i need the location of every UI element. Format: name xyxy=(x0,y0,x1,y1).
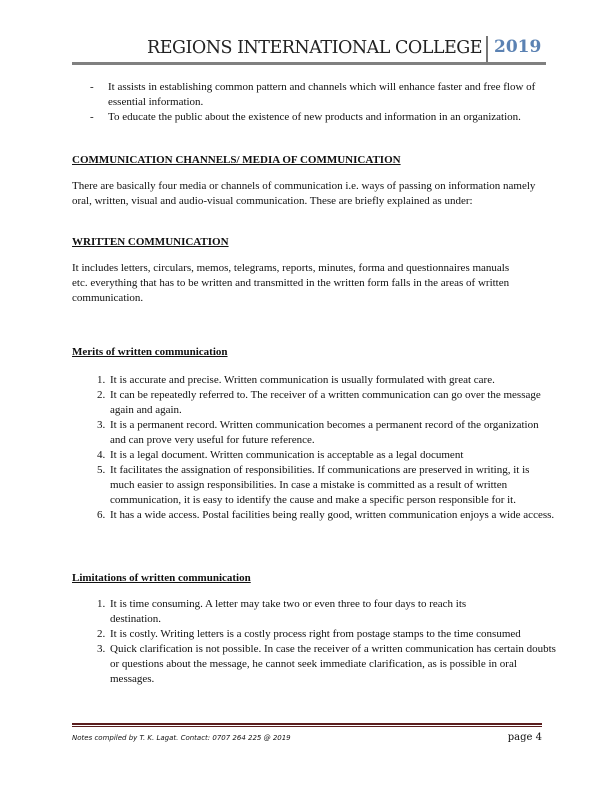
bullet-text: To educate the public about the existence of new products and information in an organization. xyxy=(108,111,521,123)
heading-written: WRITTEN COMMUNICATION xyxy=(72,236,229,248)
heading-limitations: Limitations of written communication xyxy=(72,572,251,584)
paragraph-written: It includes letters, circulars, memos, telegrams, reports, minutes, forma and questionnaires manuals etc. everything that has to be written and transmitted in the written form falls in the areas of written communication. xyxy=(72,262,510,304)
bullet-text: It assists in establishing common pattern and channels which will enhance faster and free flow of essential information. xyxy=(108,81,536,108)
header-rule xyxy=(72,62,546,65)
limitations-list xyxy=(90,597,560,687)
header-title: REGIONS INTERNATIONAL COLLEGE xyxy=(147,38,482,58)
list-item: 4. It is a legal document. Written communication is acceptable as a legal document xyxy=(108,448,560,463)
footer-note: Notes compiled by T. K. Lagat. Contact: 0707 264 225 @ 2019 xyxy=(72,734,291,742)
list-item: 1. It is accurate and precise. Written communication is usually formulated with great care. xyxy=(108,373,560,388)
list-item: 2. It is costly. Writing letters is a costly process right from postage stamps to the time consumed xyxy=(108,627,540,642)
heading-merits: Merits of written communication xyxy=(72,346,228,358)
footer-rule xyxy=(72,723,542,725)
list-item: 3. Quick clarification is not possible. In case the receiver of a written communication has certain doubts or questions about the message, he cannot seek immediate clarification, as is possible in oral messages. xyxy=(108,642,560,687)
list-item: 6. It has a wide access. Postal facilities being really good, written communication enjoys a wide access. xyxy=(108,508,560,523)
header-year: 2019 xyxy=(494,37,542,57)
footer-rule-thin xyxy=(72,726,542,727)
merits-list xyxy=(90,373,560,523)
header-divider xyxy=(486,36,488,64)
page-number: page 4 xyxy=(507,732,542,743)
list-item: 2. It can be repeatedly referred to. The receiver of a written communication can go over the message again and again. xyxy=(108,388,560,418)
list-item: 3. It is a permanent record. Written communication becomes a permanent record of the organization and can prove very useful for future reference. xyxy=(108,418,550,448)
list-item: 1. It is time consuming. A letter may take two or even three to four days to reach its destination. xyxy=(108,597,510,627)
bullet-item: - To educate the public about the existence of new products and information in an organization. xyxy=(90,110,550,125)
paragraph-channels: There are basically four media or channels of communication i.e. ways of passing on information namely oral, written, visual and audio-visual communication. These are briefly explained as under: xyxy=(72,180,536,207)
list-item: 5. It facilitates the assignation of responsibilities. If communications are preserved in writing, it is much easier to assign responsibilities. In case a mistake is committed as a result of written communication, it is easy to identify the cause and make a specific person responsible for it. xyxy=(108,463,540,508)
bullet-item: - It assists in establishing common pattern and channels which will enhance faster and free flow of essential information. xyxy=(90,80,550,110)
heading-channels: COMMUNICATION CHANNELS/ MEDIA OF COMMUNICATION xyxy=(72,154,401,166)
